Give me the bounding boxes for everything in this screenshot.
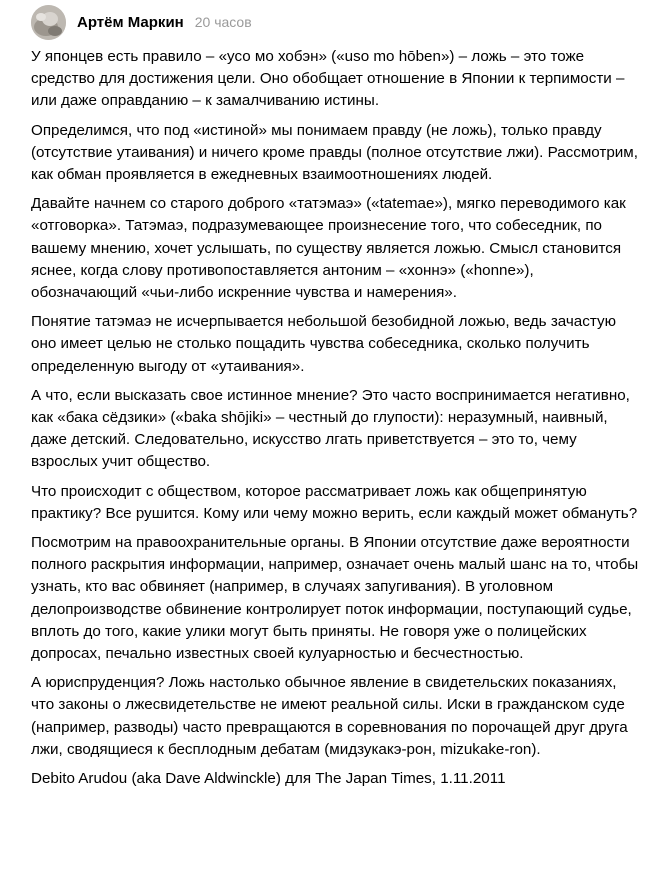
post-paragraph: А юриспруденция? Ложь настолько обычное явление в свидетельских показаниях, что законы о лжесвидетельстве не имеют реальной силы. Иски в гражданском суде (например, разводы) часто превращаются в соревнования по порочащей друг друга лжи, сводящиеся к бесплодным дебатам (мидзукакэ-рон, mizukake-ron).: [31, 674, 628, 758]
post-paragraph: Понятие татэмаэ не исчерпывается небольшой безобидной ложью, ведь зачастую оно имеет целью не столько пощадить чувства собеседника, сколько получить определенную выгоду от «утаивания».: [31, 313, 616, 375]
user-avatar-icon: [31, 5, 66, 40]
post-paragraph: Что происходит с обществом, которое рассматривает ложь как общепринятую практику? Все рушится. Кому или чему можно верить, если каждый может обмануть?: [31, 482, 638, 522]
post-paragraph: А что, если высказать свое истинное мнение? Это часто воспринимается негативно, как «бака сёдзики» («baka shōjiki» – честный до глупости): неразумный, наивный, даже детский. Следовательно, искусство лгать приветствуется – это то, чему взрослых учит общество.: [31, 386, 630, 471]
post-header: [31, 4, 252, 40]
post-paragraph: Давайте начнем со старого доброго «татэмаэ» («tatemae»), мягко переводимого как «отговорка». Татэмаэ, подразумевающее произнесение того, что собеседник, по вашему мнению, хочет услышать, по существу является ложью. Смысл становится яснее, когда слову противопоставляется антоним – «хоннэ» («honne»), обозначающий «чьи-либо искренние чувства и намерения».: [31, 195, 626, 302]
post-paragraph: Посмотрим на правоохранительные органы. В Японии отсутствие даже вероятности полного раскрытия информации, например, означает очень малый шанс на то, чтобы узнать, кто вас обвиняет (например, в случаях запугивания). В уголовном делопроизводстве обвинение контролирует поток информации, поступающий судье, вплоть до того, какие улики могут быть приняты. Не говоря уже о полицейских допросах, печально известных своей кулуарностью и бесчестностью.: [31, 534, 639, 663]
post-paragraph: Определимся, что под «истиной» мы понимаем правду (не ложь), только правду (отсутствие утаивания) и ничего кроме правды (полное отсутствие лжи). Рассмотрим, как обман проявляется в ежедневных взаимоотношениях людей.: [31, 121, 638, 184]
author-avatar[interactable]: [31, 5, 66, 40]
post-timestamp: 20 часов: [194, 14, 252, 30]
post-body: [31, 46, 639, 790]
author-name[interactable]: Артём Маркин: [77, 13, 184, 31]
post-signature: Debito Arudou (aka Dave Aldwinckle) для The Japan Times, 1.11.2011: [31, 770, 506, 788]
post-paragraph: У японцев есть правило – «усо мо хобэн» («uso mo hōben») – ложь – это тоже средство для достижения цели. Оно обобщает отношение в Японии к терпимости – или даже оправданию – к замалчиванию истины.: [31, 48, 625, 110]
